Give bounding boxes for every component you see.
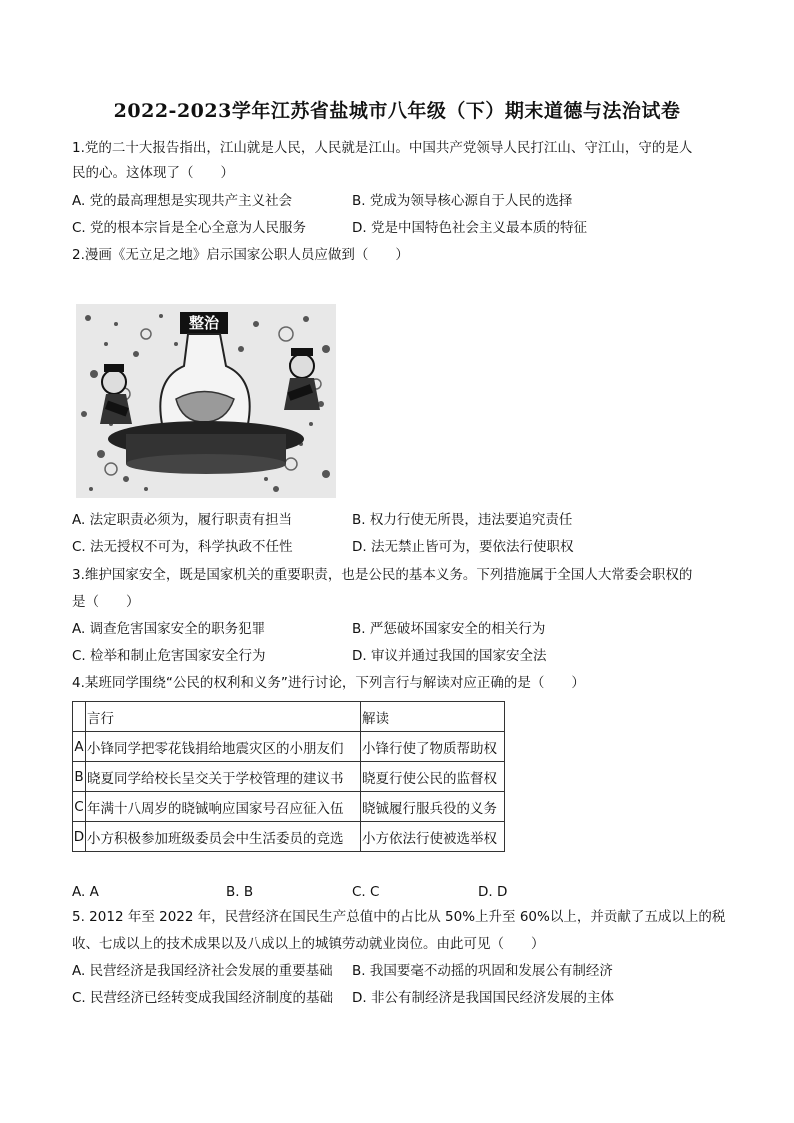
- table-row: [73, 822, 505, 852]
- q5-option-c: C. 民营经济已经转变成我国经济制度的基础: [72, 990, 334, 1006]
- table-cell: 晓铖履行服兵役的义务: [361, 792, 505, 822]
- table-cell: 小锋同学把零花钱捐给地震灾区的小朋友们: [86, 732, 361, 762]
- table-cell-key: D: [73, 822, 86, 852]
- q5-stem-line1: 5. 2012 年至 2022 年，民营经济在国民生产总值中的占比从 50%上升至 60%以上，并贡献了五成以上的税: [72, 909, 726, 925]
- q5-option-d: D. 非公有制经济是我国国民经济发展的主体: [352, 990, 614, 1006]
- q1-option-d: D. 党是中国特色社会主义最本质的特征: [352, 220, 587, 236]
- q1-option-a: A. 党的最高理想是实现共产主义社会: [72, 193, 293, 209]
- cartoon-sign-label: 整治: [188, 314, 219, 332]
- q5-option-a: A. 民营经济是我国经济社会发展的重要基础: [72, 963, 333, 979]
- q1-stem-line1: 1.党的二十大报告指出，江山就是人民，人民就是江山。中国共产党领导人民打江山、守江山，守的是人: [72, 140, 693, 156]
- table-cell-key: B: [73, 762, 86, 792]
- q3-stem-line1: 3.维护国家安全，既是国家机关的重要职责，也是公民的基本义务。下列措施属于全国人大常委会职权的: [72, 567, 693, 583]
- table-cell: 年满十八周岁的晓铖响应国家号召应征入伍: [86, 792, 361, 822]
- table-row: [73, 732, 505, 762]
- q1-stem-line2: 民的心。这体现了（ ）: [72, 165, 234, 181]
- q4-answer-a: A. A: [72, 884, 99, 900]
- q2-option-b: B. 权力行使无所畏，违法要追究责任: [352, 512, 573, 528]
- q1-option-b: B. 党成为领导核心源自于人民的选择: [352, 193, 573, 209]
- table-row: [73, 792, 505, 822]
- table-cell: 小锋行使了物质帮助权: [361, 732, 505, 762]
- table-header-cell: 言行: [86, 702, 361, 732]
- q4-table: [72, 701, 505, 852]
- table-header-row: [73, 702, 505, 732]
- table-header-cell: 解读: [361, 702, 505, 732]
- q4-answer-c: C. C: [352, 884, 380, 900]
- q4-stem: 4.某班同学围绕“公民的权利和义务”进行讨论，下列言行与解读对应正确的是（ ）: [72, 675, 585, 691]
- q5-option-b: B. 我国要毫不动摇的巩固和发展公有制经济: [352, 963, 613, 979]
- q2-option-a: A. 法定职责必须为，履行职责有担当: [72, 512, 293, 528]
- table-cell: 晓夏行使公民的监督权: [361, 762, 505, 792]
- table-cell-key: A: [73, 732, 86, 762]
- q3-option-d: D. 审议并通过我国的国家安全法: [352, 648, 547, 664]
- page-title: 2022-2023学年江苏省盐城市八年级（下）期末道德与法治试卷: [113, 100, 681, 122]
- q3-option-a: A. 调查危害国家安全的职务犯罪: [72, 621, 266, 637]
- q3-option-b: B. 严惩破坏国家安全的相关行为: [352, 621, 546, 637]
- q5-stem-line2: 收、七成以上的技术成果以及八成以上的城镇劳动就业岗位。由此可见（ ）: [72, 936, 545, 952]
- q2-option-d: D. 法无禁止皆可为，要依法行使职权: [352, 539, 574, 555]
- q3-option-c: C. 检举和制止危害国家安全行为: [72, 648, 266, 664]
- q2-option-c: C. 法无授权不可为，科学执政不任性: [72, 539, 293, 555]
- table-header-cell: [73, 702, 86, 732]
- table-row: [73, 762, 505, 792]
- q4-answer-d: D. D: [478, 884, 508, 900]
- table-cell: 小方依法行使被选举权: [361, 822, 505, 852]
- q1-option-c: C. 党的根本宗旨是全心全意为人民服务: [72, 220, 307, 236]
- table-cell: 小方积极参加班级委员会中生活委员的竞选: [86, 822, 361, 852]
- table-cell-key: C: [73, 792, 86, 822]
- q3-stem-line2: 是（ ）: [72, 594, 140, 610]
- q2-stem: 2.漫画《无立足之地》启示国家公职人员应做到（ ）: [72, 247, 409, 263]
- table-cell: 晓夏同学给校长呈交关于学校管理的建议书: [86, 762, 361, 792]
- q4-answer-b: B. B: [226, 884, 254, 900]
